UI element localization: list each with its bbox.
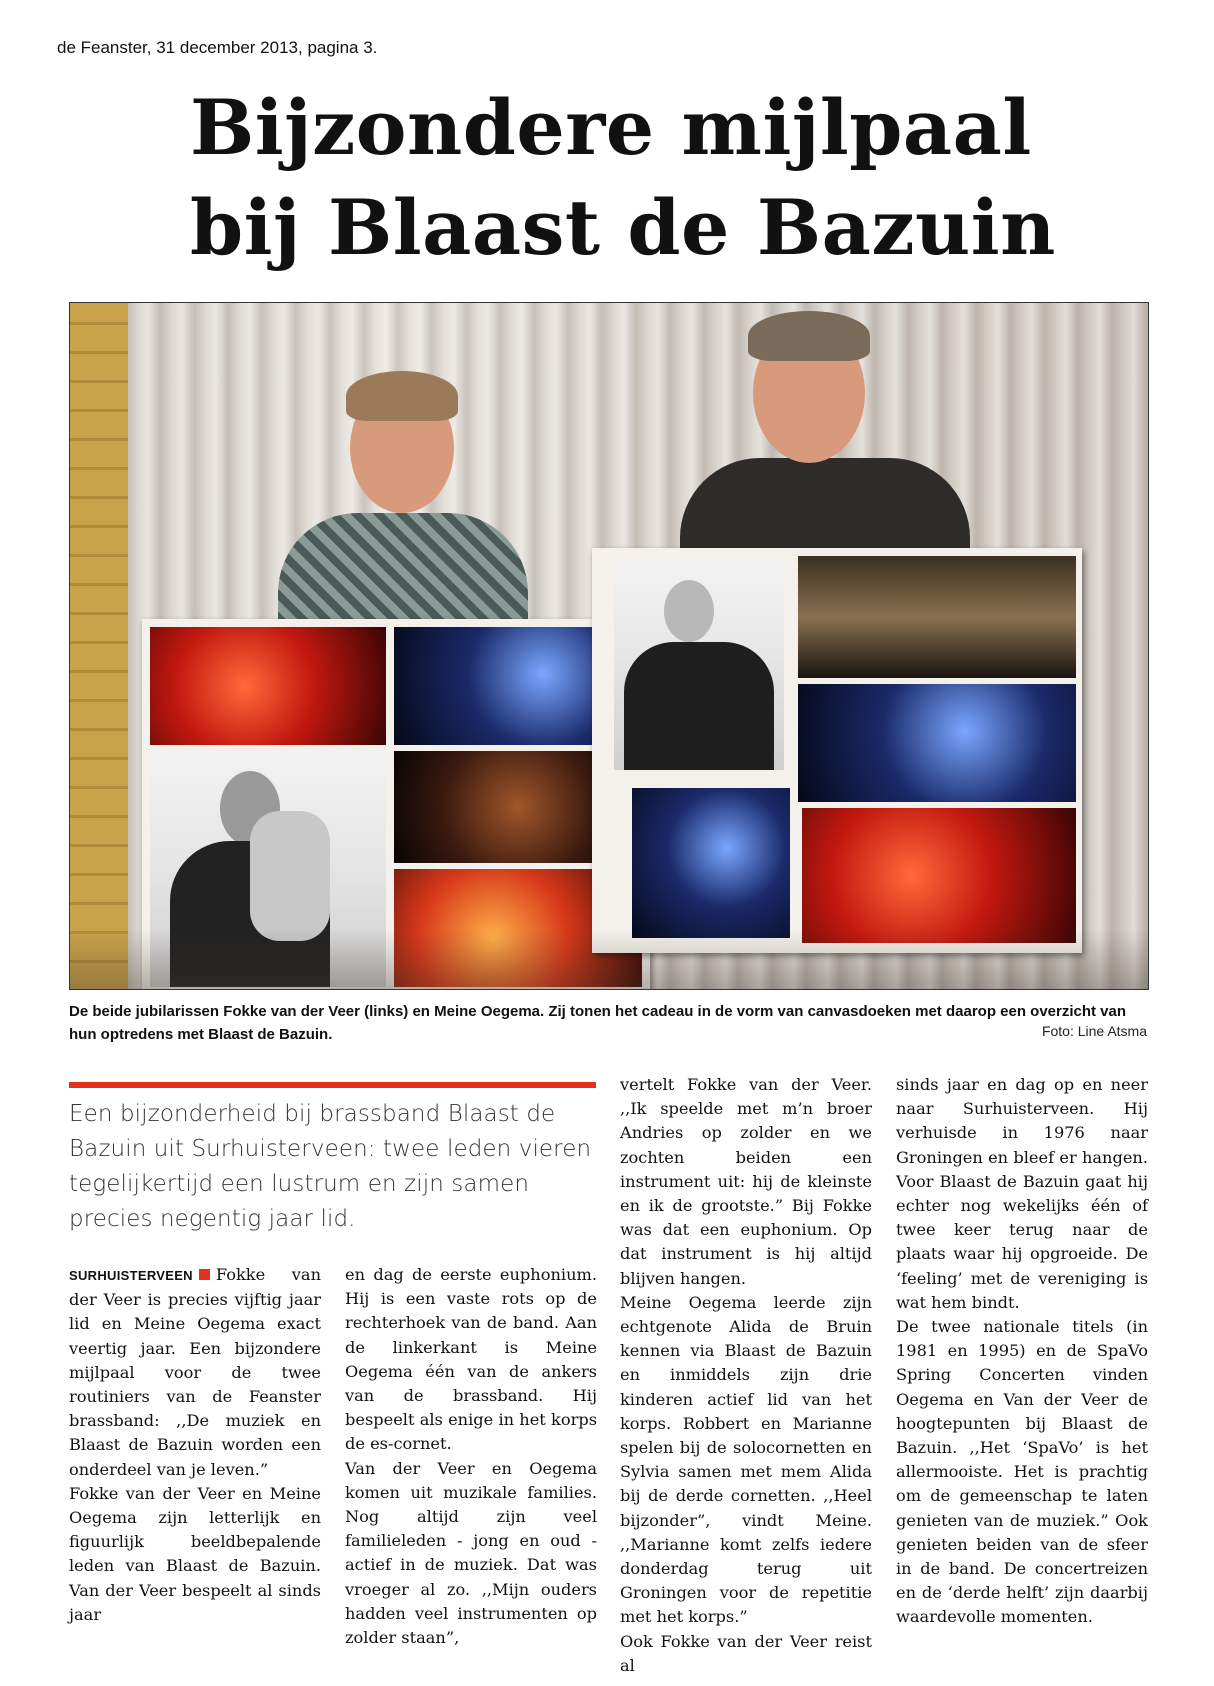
article-paragraph: Van der Veer en Oegema komen uit muzikale families. Nog altijd zijn veel familieleden - jong en oud - actief in de muziek. Dat was vroeger al zo. ,,Mijn ouders hadden veel instrumenten op zolder staan”, <box>345 1458 597 1648</box>
photo-caption: De beide jubilarissen Fokke van der Veer (links) en Meine Oegema. Zij tonen het cadeau in de vorm van canvasdoeken met daarop een overzicht van hun optredens met Blaast de Bazuin. <box>69 1003 1127 1043</box>
article-paragraph: SURHUISTERVEEN Fokke van der Veer is precies vijftig jaar lid en Meine Oegema exact veertig jaar. Een bijzondere mijlpaal voor de twee routiniers van de Feanster brassband: ,,De muziek en Blaast de Bazuin worden een onderdeel van je leven.” <box>69 1265 321 1479</box>
tile-photo <box>802 808 1076 943</box>
source-line: de Feanster, 31 december 2013, pagina 3. <box>57 38 378 57</box>
article-column-3 <box>620 1073 872 1678</box>
intro-text: Een bijzonderheid bij brassband Blaast de Bazuin uit Surhuisterveen: twee leden vieren tegelijkertijd een lustrum en zijn samen precies negentig jaar lid. <box>69 1101 592 1232</box>
article-paragraph: sinds jaar en dag op en neer naar Surhuisterveen. Hij verhuisde in 1976 naar Groningen en bleef er hangen. Voor Blaast de Bazuin gaat hij echter nog wekelijks één of twee keer terug naar de plaats waar hij opgroeide. De ‘feeling’ met de vereniging is wat hem bindt. <box>896 1075 1148 1312</box>
article-column-4 <box>896 1073 1148 1630</box>
dateline: SURHUISTERVEEN <box>69 1268 193 1283</box>
article-paragraph: De twee nationale titels (in 1981 en 1995) en de SpaVo Spring Concerten vinden Oegema en Van der Veer de hoogtepunten bij Blaast de Bazuin. ,,Het ‘SpaVo’ is het allermooiste. Het is prachtig om de gemeenschap te laten genieten van de muziek.” Ook genieten beiden van de sfeer in de band. De concertreizen en de ‘derde helft’ zijn daarbij waardevolle momenten. <box>896 1317 1148 1627</box>
tile-photo <box>798 556 1076 678</box>
headline-line-1: Bijzondere mijlpaal <box>190 83 1032 172</box>
tile-photo <box>614 562 784 770</box>
article-column-2 <box>345 1263 597 1650</box>
floor-shadow <box>70 929 1148 989</box>
canvas-board-right <box>592 548 1082 953</box>
photo-credit: Foto: Line Atsma <box>1041 1023 1147 1039</box>
article-paragraph: Fokke van der Veer en Meine Oegema zijn letterlijk en figuurlijk beeldbepalende leden van Blaast de Bazuin. Van der Veer bespeelt al sinds jaar <box>69 1483 321 1624</box>
article-paragraph: vertelt Fokke van der Veer. ,,Ik speelde met m’n broer Andries op zolder en we zochten beiden een instrument uit: hij de kleinste en ik de grootste.” Bij Fokke was dat een euphonium. Op dat instrument is hij altijd blijven hangen. <box>620 1075 872 1288</box>
headline <box>190 78 1056 278</box>
article-column-1 <box>69 1263 321 1627</box>
tile-photo <box>798 684 1076 802</box>
headline-line-2: bij Blaast de Bazuin <box>190 183 1056 272</box>
article-photo <box>69 302 1149 990</box>
article-paragraph: en dag de eerste euphonium. Hij is een vaste rots op de rechterhoek van de band. Aan de linkerkant is Meine Oegema één van de ankers van de brassband. Hij bespeelt als enige in het korps de es-cornet. <box>345 1265 597 1454</box>
tile-photo <box>150 627 386 745</box>
dateline-square-icon <box>199 1269 210 1280</box>
tile-photo <box>632 788 790 938</box>
article-paragraph: Meine Oegema leerde zijn echtgenote Alida de Bruin kennen via Blaast de Bazuin en inmiddels zijn drie kinderen actief lid van het korps. Robbert en Marianne spelen bij de solocornetten en Sylvia samen met mem Alida bij de derde cornetten. ,,Heel bijzonder”, vindt Meine. ,,Marianne komt zelfs iedere donderdag terug uit Groningen voor de repetitie met het korps.” <box>620 1292 872 1627</box>
article-paragraph: Ook Fokke van der Veer reist al <box>620 1631 872 1675</box>
intro-rule <box>69 1082 596 1088</box>
brick-wall <box>70 303 128 989</box>
